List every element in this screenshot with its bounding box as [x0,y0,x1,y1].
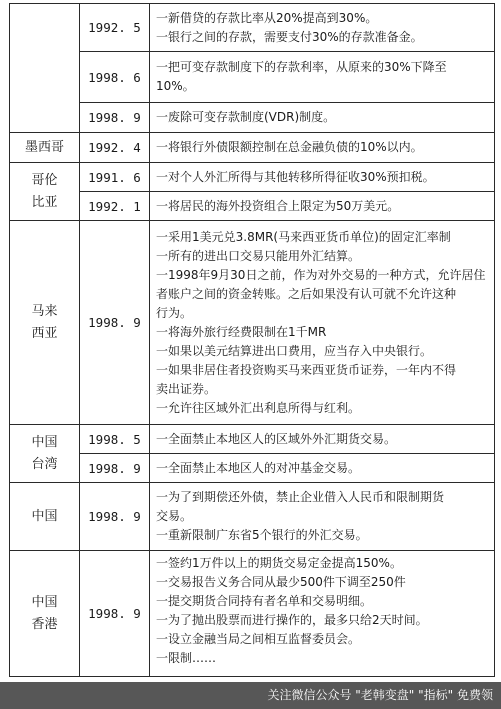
measure-line: 一如果以美元结算进出口费用，应当存入中央银行。 [156,343,433,358]
measures-cell [150,551,495,677]
measure-line: 一银行之间的存款，需要支付30%的存款准备金。 [156,29,423,44]
measures-cell [150,4,495,52]
country-cell [10,551,80,677]
measure-line: 一对个人外汇所得与其他转移所得征收30%预扣税。 [156,169,435,184]
measure-line: 一全面禁止本地区人的区域外外汇期货交易。 [156,431,397,446]
date-cell: 1998. 9 [80,221,150,425]
measure-line: 一采用1美元兑3.8MR(马来西亚货币单位)的固定汇率制 [156,229,451,244]
measure-line: 一1998年9月30日之前，作为对外交易的一种方式，允许居住 [156,267,486,282]
measure-line: 一将银行外债限额控制在总金融负债的10%以内。 [156,140,423,154]
date-cell: 1998. 9 [80,551,150,677]
capital-control-table [9,3,495,677]
measures-cell [150,103,495,133]
measure-line: 一提交期货合同持有者名单和交易明细。 [156,594,373,608]
measure-line: 行为。 [156,305,193,320]
measure-line: 一为了到期偿还外债，禁止企业借入人民币和限制期货 [156,490,445,504]
table-row [10,551,495,677]
date-cell: 1998. 9 [80,454,150,483]
country-cell [10,221,80,425]
table-row [10,4,495,52]
table-row [10,454,495,483]
measures-cell [150,221,495,425]
measure-line: 一限制…… [156,651,217,665]
measure-line: 一签约1万件以上的期货交易定金提高150%。 [156,556,402,570]
table-row [10,425,495,454]
country-label: 哥伦比亚 [31,172,58,210]
date-cell: 1991. 6 [80,163,150,192]
measure-line: 一允许往区域外汇出利息所得与红利。 [156,400,361,415]
table-row [10,221,495,425]
watermark-banner [0,682,501,709]
measure-line: 一设立金融当局之间相互监督委员会。 [156,632,361,646]
measure-line: 卖出证券。 [156,381,217,396]
measures-cell [150,483,495,551]
watermark-text: 关注微信公众号 "老韩变盘" "指标" 免费领 [267,688,493,702]
table-row [10,163,495,192]
date-cell: 1998. 9 [80,103,150,133]
country-label: 马来西亚 [31,303,58,341]
table-row [10,103,495,133]
measure-line: 一重新限制广东省5个银行的外汇交易。 [156,528,368,542]
measure-line: 者账户之间的资金转账。之后如果没有认可就不允许这种 [156,286,457,301]
measures-cell [150,52,495,103]
measure-line: 一为了抛出股票而进行操作的，最多只给2天时间。 [156,613,428,627]
measure-line: 一所有的进出口交易只能用外汇结算。 [156,248,361,263]
country-cell [10,4,80,133]
date-cell: 1998. 5 [80,425,150,454]
measures-cell [150,133,495,163]
measure-line: 一将居民的海外投资组合上限定为50万美元。 [156,198,400,213]
measure-line: 一全面禁止本地区人的对冲基金交易。 [156,460,361,475]
measures-cell [150,425,495,454]
measure-line: 一废除可变存款制度(VDR)制度。 [156,110,336,124]
measure-line: 交易。 [156,509,193,523]
country-cell: 中国 [10,483,80,551]
country-cell: 墨西哥 [10,133,80,163]
measures-cell [150,192,495,221]
date-cell: 1992. 1 [80,192,150,221]
table-row [10,192,495,221]
date-cell: 1992. 5 [80,4,150,52]
country-label: 中国台湾 [31,434,58,472]
measures-cell [150,163,495,192]
country-cell [10,163,80,221]
measure-line: 10%。 [156,79,195,93]
measure-line: 一交易报告义务合同从最少500件下调至250件 [156,575,406,589]
country-cell [10,425,80,483]
country-label: 中国香港 [31,594,58,632]
table-row [10,52,495,103]
measure-line: 一新借贷的存款比率从20%提高到30%。 [156,10,378,25]
measure-line: 一将海外旅行经费限制在1千MR [156,324,327,339]
measure-line: 一把可变存款制度下的存款利率，从原来的30%下降至 [156,60,447,74]
measure-line: 一如果非居住者投资购买马来西亚货币证券，一年内不得 [156,362,457,377]
date-cell: 1998. 6 [80,52,150,103]
date-cell: 1992. 4 [80,133,150,163]
measures-cell [150,454,495,483]
table-row [10,133,495,163]
table-row [10,483,495,551]
date-cell: 1998. 9 [80,483,150,551]
